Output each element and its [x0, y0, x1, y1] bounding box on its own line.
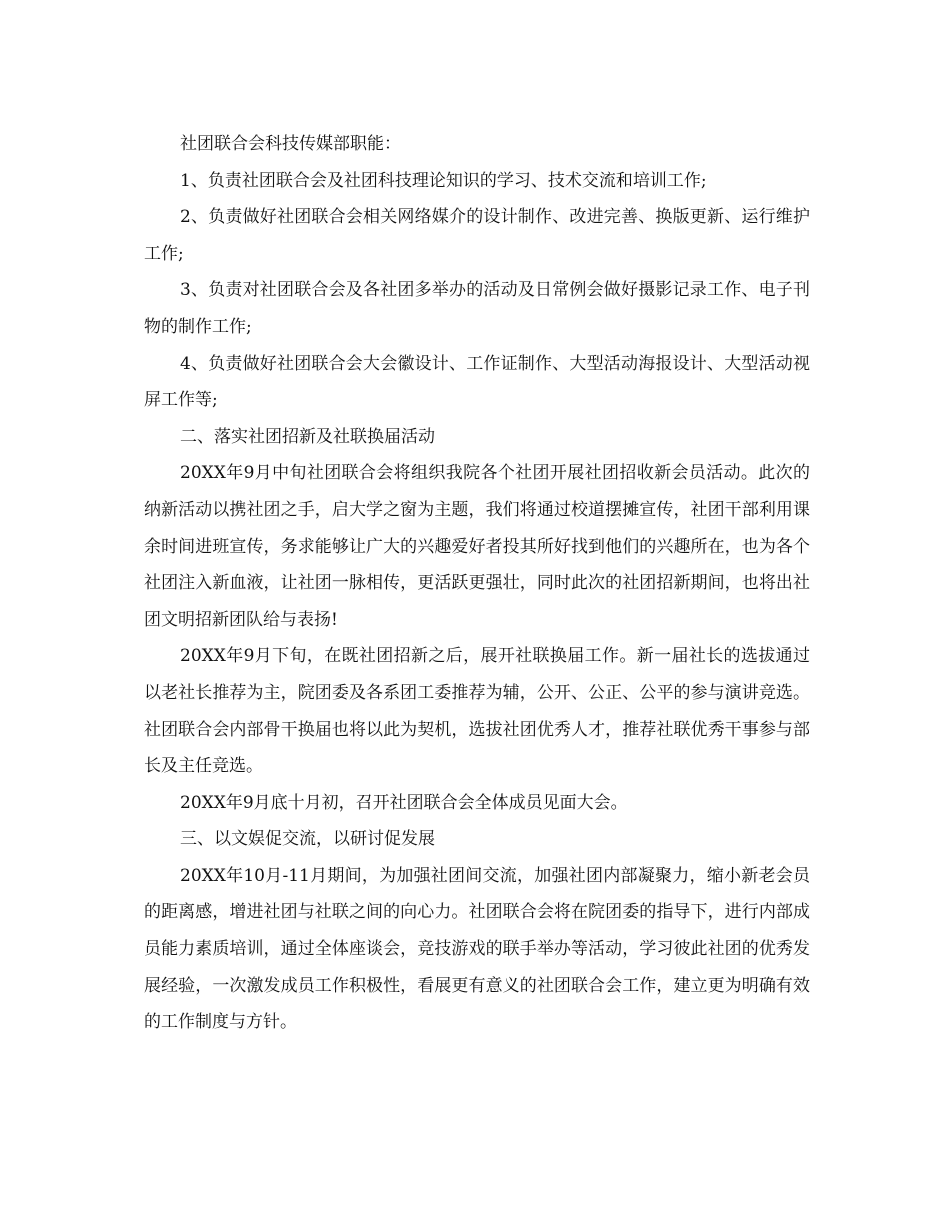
- section-2-paragraph-2: 20XX年9月下旬，在既社团招新之后，展开社联换届工作。新一届社长的选拔通过以老社长推荐为主，院团委及各系团工委推荐为辅，公开、公正、公平的参与演讲竞选。社团联合会内部骨干换届也将以此为契机，选拔社团优秀人才，推荐社联优秀干事参与部长及主任竞选。: [144, 646, 810, 777]
- section-2-heading: 二、落实社团招新及社联换届活动: [180, 426, 435, 447]
- duty-item-1: 1、负责社团联合会及社团科技理论知识的学习、技术交流和培训工作;: [180, 170, 707, 191]
- section-3-heading: 三、以文娱促交流，以研讨促发展: [180, 829, 435, 850]
- section-2-paragraph-3: 20XX年9月底十月初，召开社团联合会全体成员见面大会。: [180, 792, 628, 813]
- section-intro-heading: 社团联合会科技传媒部职能：: [180, 134, 401, 154]
- section-3-paragraph-1: 20XX年10月-11月期间，为加强社团间交流，加强社团内部凝聚力，缩小新老会员的距离感，增进社团与社联之间的向心力。社团联合会将在院团委的指导下，进行内部成员能力素质培训，通过全体座谈会，竞技游戏的联手举办等活动，学习彼此社团的优秀发展经验，一次激发成员工作积极性，看展更有意义的社团联合会工作，建立更为明确有效的工作制度与方针。: [144, 865, 810, 1033]
- duty-item-3: 3、负责对社团联合会及各社团多举办的活动及日常例会做好摄影记录工作、电子刊物的制作工作;: [144, 280, 810, 337]
- duty-item-2: 2、负责做好社团联合会相关网络媒介的设计制作、改进完善、换版更新、运行维护工作;: [144, 207, 810, 264]
- duty-item-4: 4、负责做好社团联合会大会徽设计、工作证制作、大型活动海报设计、大型活动视屏工作等;: [144, 353, 810, 411]
- section-2-paragraph-1: 20XX年9月中旬社团联合会将组织我院各个社团开展社团招收新会员活动。此次的纳新活动以携社团之手，启大学之窗为主题，我们将通过校道摆摊宣传，社团干部利用课余时间进班宣传，务求能够让广大的兴趣爱好者投其所好找到他们的兴趣所在，也为各个社团注入新血液，让社团一脉相传，更活跃更强壮，同时此次的社团招新期间，也将出社团文明招新团队给与表扬!: [144, 463, 810, 630]
- document-body: [144, 126, 810, 1041]
